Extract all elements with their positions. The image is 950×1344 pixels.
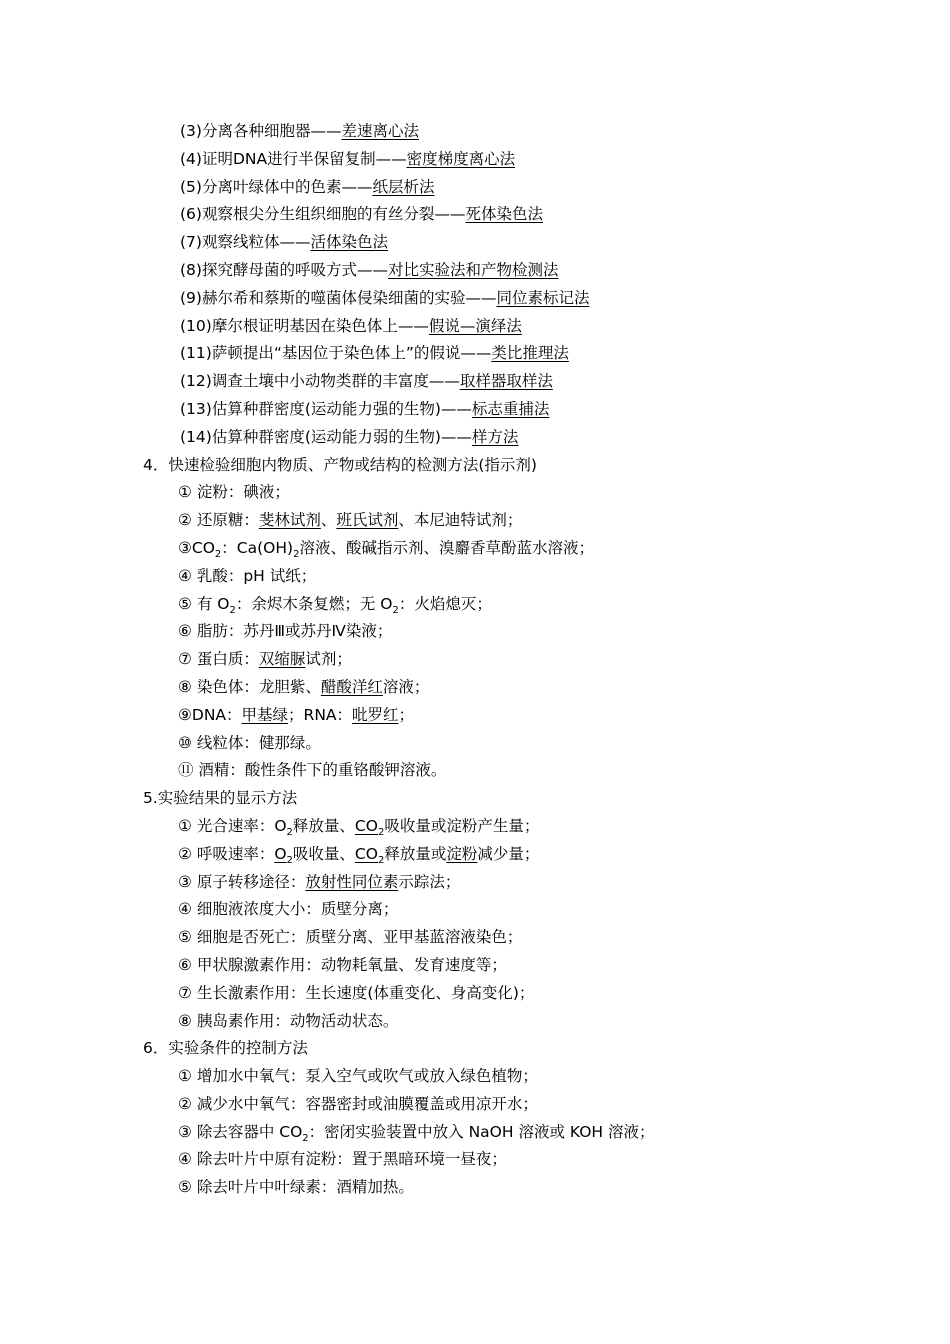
list-item: ⑤ 除去叶片中叶绿素：酒精加热。 [178, 1178, 414, 1197]
method-answer: 密度梯度离心法 [406, 149, 516, 168]
list-item: ⑤ 有 $O_2$：余烬木条复燃；无 $O_2$：火焰熄灭； [178, 594, 492, 616]
method-line: (3)分离各种细胞器——差速离心法 [180, 122, 419, 140]
method-line: (7)观察线粒体——活体染色法 [180, 233, 388, 252]
method-line: (9)赫尔希和蔡斯的噬菌体侵染细菌的实验——同位素标记法 [180, 288, 590, 307]
method-answer: 纸层析法 [372, 177, 435, 196]
method-line: (11)萨顿提出“基因位于染色体上”的假说——类比推理法 [180, 344, 569, 363]
list-item: ⑧ 胰岛素作用：动物活动状态。 [178, 1011, 399, 1030]
method-line: (10)摩尔根证明基因在染色体上——假说—演绎法 [180, 316, 522, 335]
method-line: (6)观察根尖分生组织细胞的有丝分裂——死体染色法 [180, 205, 543, 224]
section-heading: 4．快速检验细胞内物质、产物或结构的检测方法(指示剂) [143, 455, 537, 474]
method-line: (14)估算种群密度(运动能力弱的生物)——样方法 [180, 427, 519, 446]
list-item: ⑦ 蛋白质：双缩脲试剂； [178, 650, 352, 669]
list-item: ⑥ 脂肪：苏丹Ⅲ或苏丹Ⅳ染液； [178, 622, 393, 641]
method-answer: 同位素标记法 [496, 288, 590, 307]
method-answer: 取样器取样法 [459, 372, 553, 391]
list-item: ④ 细胞液浓度大小：质壁分离； [178, 900, 399, 919]
list-item: ⑪ 酒精：酸性条件下的重铬酸钾溶液。 [178, 761, 447, 780]
section-heading: 5.实验结果的显示方法 [143, 789, 298, 808]
list-item: $③CO_2$：$Ca(OH)_2$溶液、酸碱指示剂、溴麝香草酚蓝水溶液； [178, 538, 594, 561]
list-item: ① 增加水中氧气：泵入空气或吹气或放入绿色植物； [178, 1067, 538, 1086]
method-answer: 差速离心法 [341, 122, 419, 140]
list-item: ⑥ 甲状腺激素作用：动物耗氧量、发育速度等； [178, 955, 507, 974]
method-line: (8)探究酵母菌的呼吸方式——对比实验法和产物检测法 [180, 260, 559, 279]
list-item: ④ 乳酸：pH 试纸； [178, 566, 317, 585]
list-item: ① 淀粉：碘液； [178, 483, 290, 502]
method-line: (12)调查土壤中小动物类群的丰富度——取样器取样法 [180, 372, 553, 391]
list-item: ⑦ 生长激素作用：生长速度(体重变化、身高变化)； [178, 983, 535, 1002]
section-heading: 6．实验条件的控制方法 [143, 1039, 308, 1058]
method-answer: 对比实验法和产物检测法 [387, 260, 559, 279]
document-page [0, 118, 950, 1202]
method-answer: 类比推理法 [491, 344, 569, 363]
list-item: ② 减少水中氧气：容器密封或油膜覆盖或用凉开水； [178, 1094, 538, 1113]
method-answer: 假说—演绎法 [428, 316, 522, 335]
method-line: (13)估算种群密度(运动能力强的生物)——标志重捕法 [180, 399, 550, 418]
list-item: ② 呼吸速率：$O_2$吸收量、$CO_2$释放量或淀粉减少量； [178, 844, 540, 866]
method-answer: 标志重捕法 [471, 399, 550, 418]
method-answer: 活体染色法 [310, 233, 388, 252]
method-answer: 样方法 [471, 427, 519, 446]
list-item: ⑤ 细胞是否死亡：质壁分离、亚甲基蓝溶液染色； [178, 928, 523, 947]
list-item: ⑨DNA：甲基绿；RNA：吡罗红； [178, 705, 415, 724]
method-line: (4)证明DNA进行半保留复制——密度梯度离心法 [180, 149, 516, 168]
method-answer: 死体染色法 [465, 205, 543, 224]
list-item: ① 光合速率：$O_2$释放量、$CO_2$吸收量或淀粉产生量； [178, 816, 540, 839]
list-item: ⑧ 染色体：龙胆紫、醋酸洋红溶液； [178, 677, 430, 696]
list-item: ⑩ 线粒体：健那绿。 [178, 733, 321, 752]
list-item: ③ 除去容器中 $CO_2$：密闭实验装置中放入 NaOH 溶液或 KOH 溶液； [178, 1122, 655, 1144]
method-line: (5)分离叶绿体中的色素——纸层析法 [180, 177, 435, 196]
list-item: ④ 除去叶片中原有淀粉：置于黑暗环境一昼夜； [178, 1150, 507, 1169]
list-item: ② 还原糖：斐林试剂、班氏试剂、本尼迪特试剂； [178, 511, 523, 530]
list-item: ③ 原子转移途径：放射性同位素示踪法； [178, 872, 461, 891]
